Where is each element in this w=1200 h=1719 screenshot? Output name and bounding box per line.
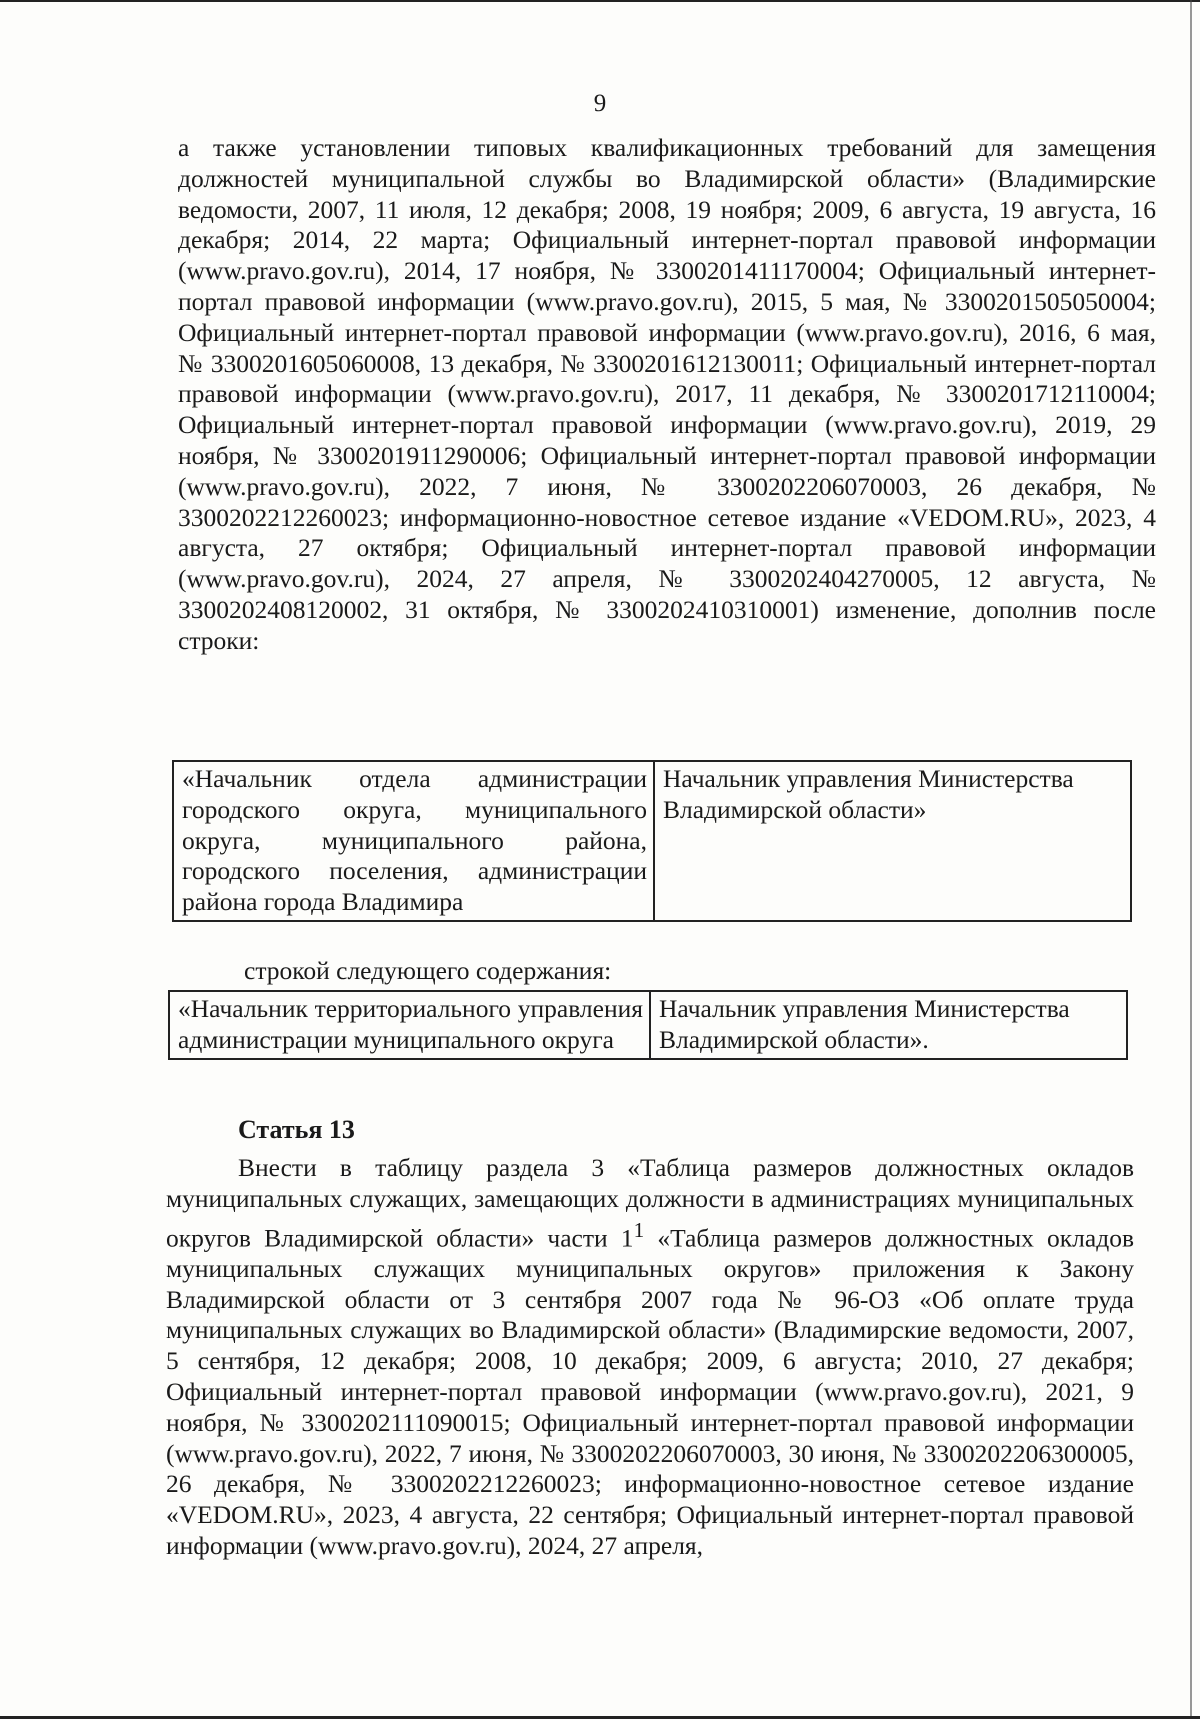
article-text-part1: Внести в таблицу раздела 3 «Таблица размеров должностных окладов муниципальных служащих, замещающих должности в администрациях муниципальных округов Владимирской области» части 1 (166, 1153, 1134, 1253)
article-text-part2: «Таблица размеров должностных окладов муниципальных служащих муниципальных округов» приложения к Закону Владимирской области от 3 сентября 2007 года № 96-ОЗ «Об оплате труда муниципальных служащих во Владимирской области» (Владимирские ведомости, 2007, 5 сентября, 12 декабря; 2008, 10 декабря; 2009, 6 августа; 2010, 27 декабря; Официальный интернет-портал правовой информации (www.pravo.gov.ru), 2021, 9 ноября, № 3300202111090015; Официальный интернет-портал правовой информации (www.pravo.gov.ru), 2022, 7 июня, № 3300202206070003, 30 июня, № 3300202206300005, 26 декабря, № 3300202212260023; информационно-новостное сетевое издание «VEDOM.RU», 2023, 4 августа, 22 сентября; Официальный интернет-портал правовой информации (www.pravo.gov.ru), 2024, 27 апреля, (166, 1223, 1134, 1561)
between-text: строкой следующего содержания: (244, 956, 612, 985)
superscript-one: 1 (633, 1217, 645, 1242)
position-cell: «Начальник отдела администрации городского округа, муниципального округа, муниципального района, городского поселения, администрации района города Владимира (173, 761, 654, 921)
position-cell: «Начальник территориального управления администрации муниципального округа (169, 991, 650, 1059)
amendment-paragraph: а также установлении типовых квалификационных требований для замещения должностей муниципальной службы во Владимирской области» (Владимирские ведомости, 2007, 11 июля, 12 декабря; 2008, 19 ноября; 2009, 6 августа, 19 августа, 16 декабря; 2014, 22 марта; Официальный интернет-портал правовой информации (www.pravo.gov.ru), 2014, 17 ноября, № 3300201411170004; Официальный интернет-портал правовой информации (www.pravo.gov.ru), 2015, 5 мая, № 3300201505050004; Официальный интернет-портал правовой информации (www.pravo.gov.ru), 2016, 6 мая, № 3300201605060008, 13 декабря, № 3300201612130011; Официальный интернет-портал правовой информации (www.pravo.gov.ru), 2017, 11 декабря, № 3300201712110004; Официальный интернет-портал правовой информации (www.pravo.gov.ru), 2019, 29 ноября, № 3300201911290006; Официальный интернет-портал правовой информации (www.pravo.gov.ru), 2022, 7 июня, № 3300202206070003, 26 декабря, № 3300202212260023; информационно-новостное сетевое издание «VEDOM.RU», 2023, 4 августа, 27 октября; Официальный интернет-портал правовой информации (www.pravo.gov.ru), 2024, 27 апреля, № 3300202404270005, 12 августа, № 3300202408120002, 31 октября, № 3300202410310001) изменение, дополнив после строки: (178, 133, 1156, 655)
scan-edge-top (0, 0, 1200, 2)
coordination-cell: Начальник управления Министерства Владимирской области» (654, 761, 1131, 921)
existing-row-table (172, 760, 1132, 922)
article-title: Статья 13 (238, 1115, 355, 1144)
page-number: 9 (593, 90, 607, 117)
coordination-cell: Начальник управления Министерства Владимирской области». (650, 991, 1127, 1059)
table-row (173, 761, 1131, 921)
scan-edge-right (1190, 0, 1192, 1719)
article-paragraph (166, 1153, 1134, 1562)
new-row-table (168, 990, 1128, 1060)
table-row (169, 991, 1127, 1059)
